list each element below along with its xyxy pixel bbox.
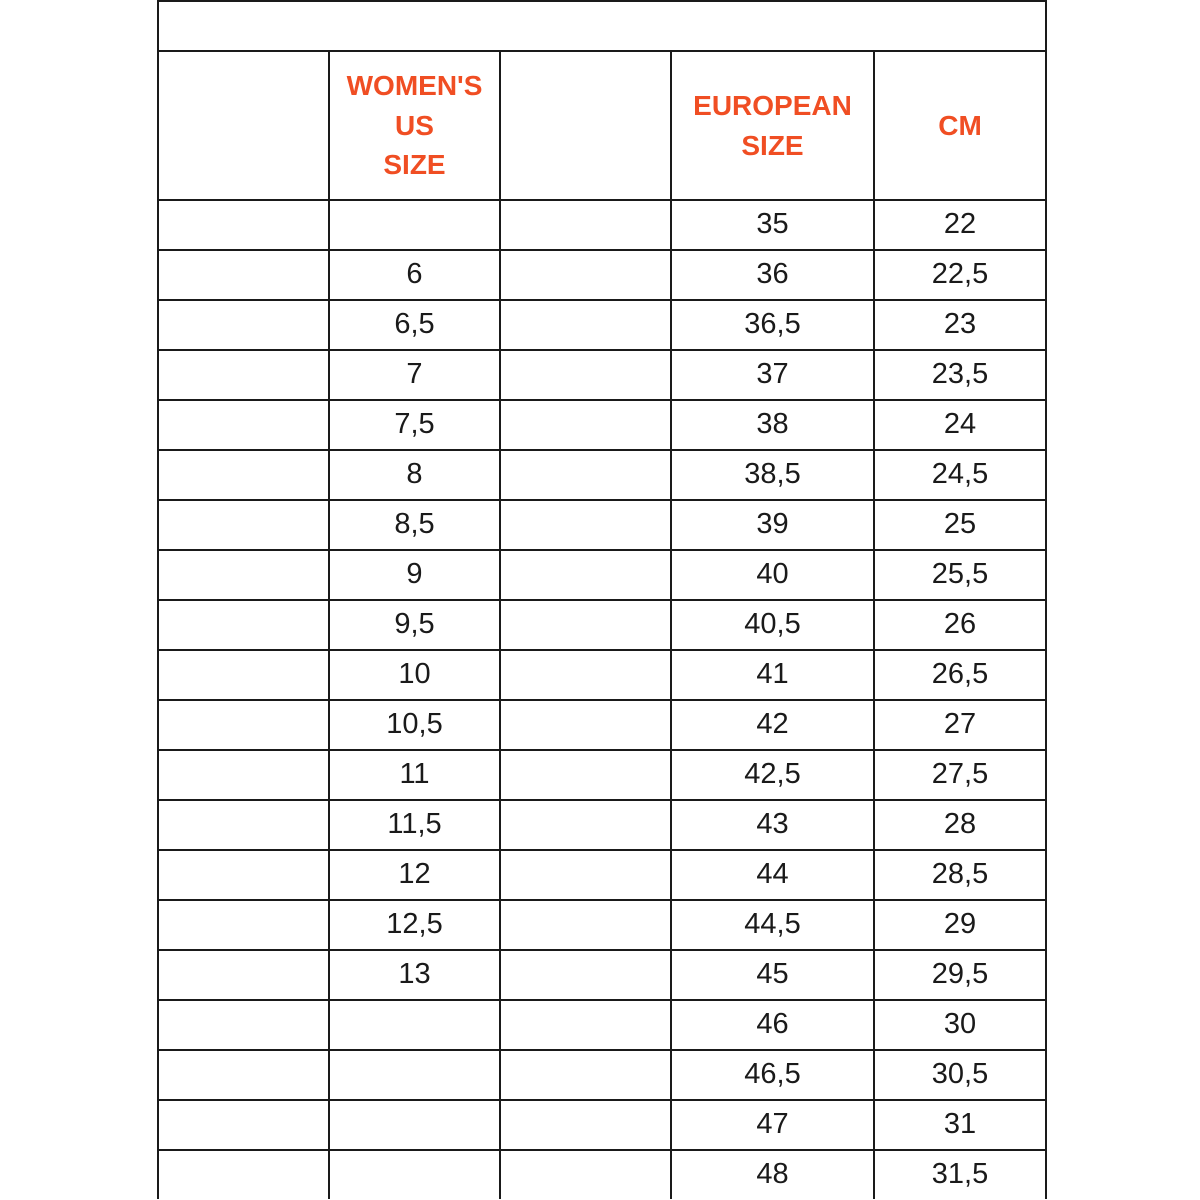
table-top-row xyxy=(158,1,1046,51)
cell-european-size: 36 xyxy=(671,250,874,300)
header-european-size xyxy=(671,51,874,200)
cell-cm: 27 xyxy=(874,700,1046,750)
table-row xyxy=(158,450,1046,500)
cell-european-size: 39 xyxy=(671,500,874,550)
cell-cm: 25 xyxy=(874,500,1046,550)
cell-european-size: 46 xyxy=(671,1000,874,1050)
cell-col3 xyxy=(500,400,671,450)
table-row xyxy=(158,200,1046,250)
header-womens-us-size xyxy=(329,51,500,200)
cell-womens-us-size: 11 xyxy=(329,750,500,800)
cell-col3 xyxy=(500,300,671,350)
cell-european-size: 40,5 xyxy=(671,600,874,650)
cell-european-size: 45 xyxy=(671,950,874,1000)
cell-col1 xyxy=(158,300,329,350)
cell-european-size: 36,5 xyxy=(671,300,874,350)
cell-european-size: 44,5 xyxy=(671,900,874,950)
cell-col3 xyxy=(500,200,671,250)
cell-womens-us-size: 9 xyxy=(329,550,500,600)
cell-european-size: 38,5 xyxy=(671,450,874,500)
header-line: SIZE xyxy=(383,149,446,181)
cell-col1 xyxy=(158,250,329,300)
table-row xyxy=(158,950,1046,1000)
cell-col3 xyxy=(500,1000,671,1050)
cell-cm: 30,5 xyxy=(874,1050,1046,1100)
cell-cm: 28 xyxy=(874,800,1046,850)
cell-col1 xyxy=(158,450,329,500)
cell-col1 xyxy=(158,1100,329,1150)
table-row xyxy=(158,1150,1046,1199)
cell-european-size: 44 xyxy=(671,850,874,900)
cell-col3 xyxy=(500,800,671,850)
table-header-row xyxy=(158,51,1046,200)
table-row xyxy=(158,900,1046,950)
table-row xyxy=(158,1050,1046,1100)
cell-european-size: 40 xyxy=(671,550,874,600)
cell-col1 xyxy=(158,200,329,250)
table-row xyxy=(158,350,1046,400)
cell-col3 xyxy=(500,900,671,950)
header-line: SIZE xyxy=(741,129,804,161)
cell-cm: 26 xyxy=(874,600,1046,650)
size-chart-body xyxy=(158,1,1046,1199)
cell-cm: 28,5 xyxy=(874,850,1046,900)
cell-cm: 23,5 xyxy=(874,350,1046,400)
size-chart-table xyxy=(157,0,1047,1199)
header-line: WOMEN'S xyxy=(346,69,483,101)
cell-womens-us-size xyxy=(329,1100,500,1150)
cell-womens-us-size: 12 xyxy=(329,850,500,900)
cell-cm: 30 xyxy=(874,1000,1046,1050)
cell-col3 xyxy=(500,600,671,650)
cell-womens-us-size xyxy=(329,1150,500,1199)
cell-womens-us-size: 13 xyxy=(329,950,500,1000)
cell-col1 xyxy=(158,650,329,700)
cell-col1 xyxy=(158,400,329,450)
cell-col1 xyxy=(158,350,329,400)
cell-european-size: 43 xyxy=(671,800,874,850)
cell-womens-us-size xyxy=(329,1050,500,1100)
cell-womens-us-size: 6,5 xyxy=(329,300,500,350)
table-row xyxy=(158,750,1046,800)
cell-european-size: 46,5 xyxy=(671,1050,874,1100)
cell-col1 xyxy=(158,750,329,800)
cell-european-size: 42 xyxy=(671,700,874,750)
cell-womens-us-size: 10 xyxy=(329,650,500,700)
table-row xyxy=(158,650,1046,700)
header-line: CM xyxy=(938,109,982,141)
header-line: EUROPEAN xyxy=(693,89,852,121)
cell-col3 xyxy=(500,350,671,400)
table-row xyxy=(158,600,1046,650)
header-col1 xyxy=(158,51,329,200)
cell-cm: 25,5 xyxy=(874,550,1046,600)
cell-col1 xyxy=(158,900,329,950)
cell-european-size: 35 xyxy=(671,200,874,250)
cell-womens-us-size: 6 xyxy=(329,250,500,300)
header-col3 xyxy=(500,51,671,200)
cell-cm: 22,5 xyxy=(874,250,1046,300)
cell-cm: 31,5 xyxy=(874,1150,1046,1199)
table-row xyxy=(158,1000,1046,1050)
table-top-cell xyxy=(158,1,1046,51)
cell-col3 xyxy=(500,750,671,800)
header-line: US xyxy=(395,109,434,141)
table-row xyxy=(158,1100,1046,1150)
cell-col1 xyxy=(158,500,329,550)
cell-col1 xyxy=(158,550,329,600)
cell-womens-us-size: 7 xyxy=(329,350,500,400)
cell-col1 xyxy=(158,1150,329,1199)
cell-european-size: 38 xyxy=(671,400,874,450)
cell-col3 xyxy=(500,1150,671,1199)
table-row xyxy=(158,250,1046,300)
cell-col1 xyxy=(158,700,329,750)
cell-womens-us-size: 8,5 xyxy=(329,500,500,550)
cell-european-size: 42,5 xyxy=(671,750,874,800)
cell-european-size: 47 xyxy=(671,1100,874,1150)
table-row xyxy=(158,800,1046,850)
cell-womens-us-size: 8 xyxy=(329,450,500,500)
cell-col3 xyxy=(500,700,671,750)
cell-cm: 27,5 xyxy=(874,750,1046,800)
cell-col3 xyxy=(500,1100,671,1150)
cell-european-size: 48 xyxy=(671,1150,874,1199)
cell-cm: 29 xyxy=(874,900,1046,950)
cell-col1 xyxy=(158,1050,329,1100)
cell-european-size: 37 xyxy=(671,350,874,400)
cell-col3 xyxy=(500,550,671,600)
cell-col1 xyxy=(158,950,329,1000)
cell-cm: 26,5 xyxy=(874,650,1046,700)
cell-cm: 31 xyxy=(874,1100,1046,1150)
cell-european-size: 41 xyxy=(671,650,874,700)
cell-cm: 22 xyxy=(874,200,1046,250)
table-row xyxy=(158,850,1046,900)
cell-col1 xyxy=(158,800,329,850)
cell-col3 xyxy=(500,650,671,700)
cell-womens-us-size: 10,5 xyxy=(329,700,500,750)
table-row xyxy=(158,550,1046,600)
header-cm xyxy=(874,51,1046,200)
cell-col1 xyxy=(158,850,329,900)
cell-col1 xyxy=(158,1000,329,1050)
cell-womens-us-size: 7,5 xyxy=(329,400,500,450)
cell-womens-us-size xyxy=(329,200,500,250)
cell-col3 xyxy=(500,250,671,300)
cell-col3 xyxy=(500,950,671,1000)
table-row xyxy=(158,400,1046,450)
table-row xyxy=(158,700,1046,750)
cell-col1 xyxy=(158,600,329,650)
cell-womens-us-size: 9,5 xyxy=(329,600,500,650)
cell-col3 xyxy=(500,450,671,500)
cell-cm: 29,5 xyxy=(874,950,1046,1000)
cell-col3 xyxy=(500,1050,671,1100)
cell-womens-us-size: 12,5 xyxy=(329,900,500,950)
cell-cm: 24 xyxy=(874,400,1046,450)
cell-col3 xyxy=(500,850,671,900)
cell-col3 xyxy=(500,500,671,550)
table-row xyxy=(158,300,1046,350)
table-row xyxy=(158,500,1046,550)
cell-cm: 24,5 xyxy=(874,450,1046,500)
cell-cm: 23 xyxy=(874,300,1046,350)
cell-womens-us-size xyxy=(329,1000,500,1050)
cell-womens-us-size: 11,5 xyxy=(329,800,500,850)
